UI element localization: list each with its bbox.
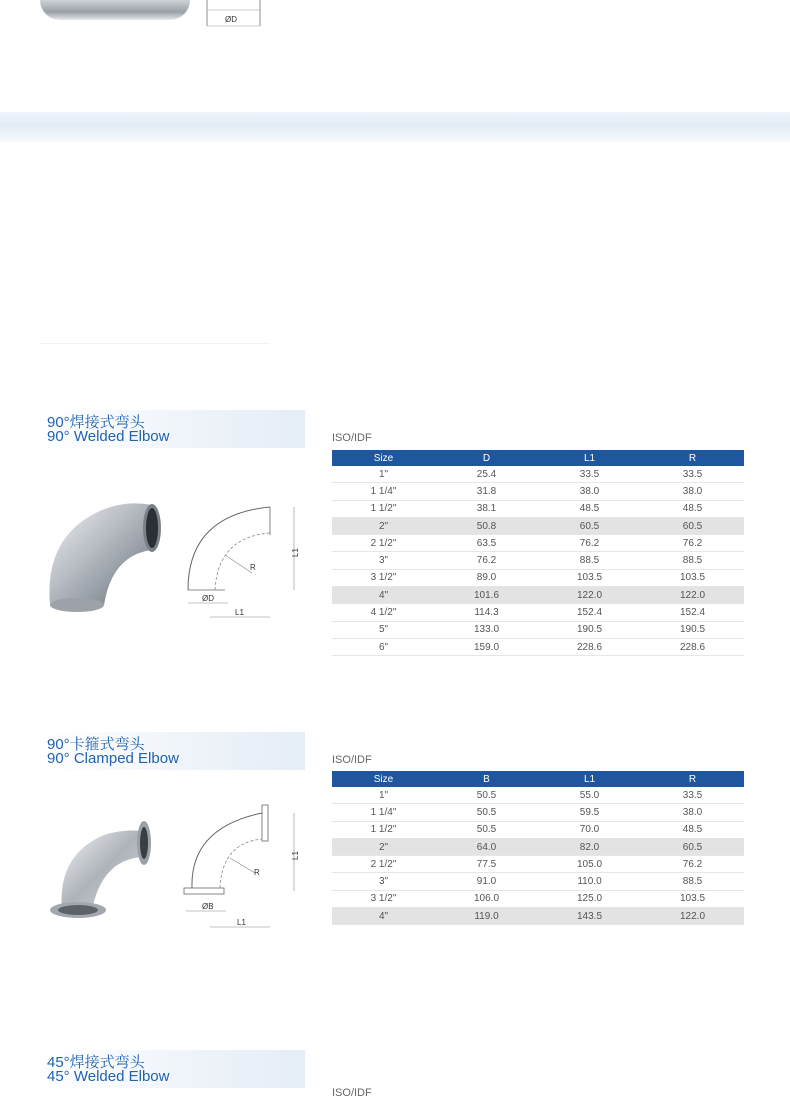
length-label: L1: [237, 918, 246, 927]
table-row: [332, 908, 744, 925]
length-label: L1: [235, 608, 244, 617]
height-label: L1: [291, 548, 300, 557]
section-header: [40, 410, 305, 448]
table-cell: 122.0: [641, 587, 744, 604]
table-cell: 88.5: [641, 873, 744, 890]
table-cell: 1 1/4": [332, 483, 435, 500]
table-cell: 60.5: [641, 838, 744, 855]
table-cell: 1 1/2": [332, 821, 435, 838]
table-cell: 76.2: [641, 535, 744, 552]
table-cell: 50.8: [435, 517, 538, 534]
standard-label: ISO/IDF: [332, 432, 372, 444]
table-cell: 38.0: [641, 804, 744, 821]
table-cell: 119.0: [435, 908, 538, 925]
table-cell: 3": [332, 552, 435, 569]
table-row: [332, 856, 744, 873]
section-title-en: 90° Welded Elbow: [47, 428, 170, 445]
table-cell: 33.5: [538, 466, 641, 483]
table-cell: 2": [332, 838, 435, 855]
table-cell: 152.4: [538, 604, 641, 621]
table-cell: 91.0: [435, 873, 538, 890]
col-header: Size: [332, 450, 435, 466]
table-cell: 82.0: [538, 838, 641, 855]
spec-table-clamped: [332, 771, 744, 925]
table-cell: 88.5: [538, 552, 641, 569]
section-title-cn: 90°卡箍式弯头: [47, 736, 145, 753]
table-row: [332, 517, 744, 534]
table-header-row: [332, 771, 744, 787]
table-cell: 190.5: [641, 621, 744, 638]
table-row: [332, 890, 744, 907]
technical-drawing-partial: [205, 0, 265, 30]
table-cell: 6": [332, 638, 435, 655]
standard-label: ISO/IDF: [332, 754, 372, 766]
table-row: [332, 500, 744, 517]
col-header: L1: [538, 450, 641, 466]
table-cell: 55.0: [538, 787, 641, 804]
table-cell: 105.0: [538, 856, 641, 873]
table-cell: 64.0: [435, 838, 538, 855]
table-cell: 1 1/2": [332, 500, 435, 517]
table-cell: 1": [332, 787, 435, 804]
table-row: [332, 787, 744, 804]
diameter-label: ØD: [202, 594, 214, 603]
col-header: R: [641, 771, 744, 787]
table-cell: 114.3: [435, 604, 538, 621]
welded-elbow-drawing: [180, 495, 315, 625]
table-cell: 88.5: [641, 552, 744, 569]
table-row: [332, 621, 744, 638]
table-cell: 1 1/4": [332, 804, 435, 821]
table-cell: 31.8: [435, 483, 538, 500]
table-cell: 122.0: [538, 587, 641, 604]
section-header: [40, 1050, 305, 1088]
section-title-en: 90° Clamped Elbow: [47, 750, 179, 767]
section-title-en: 45° Welded Elbow: [47, 1068, 170, 1085]
table-row: [332, 483, 744, 500]
table-cell: 76.2: [538, 535, 641, 552]
section-title-cn: 45°焊接式弯头: [47, 1054, 145, 1071]
table-cell: 50.5: [435, 804, 538, 821]
section-header: [40, 732, 305, 770]
clamped-elbow-photo: [42, 815, 162, 925]
table-cell: 70.0: [538, 821, 641, 838]
table-cell: 63.5: [435, 535, 538, 552]
table-cell: 190.5: [538, 621, 641, 638]
table-cell: 110.0: [538, 873, 641, 890]
table-cell: 50.5: [435, 821, 538, 838]
table-cell: 143.5: [538, 908, 641, 925]
table-cell: 60.5: [641, 517, 744, 534]
table-cell: 103.5: [538, 569, 641, 586]
table-cell: 89.0: [435, 569, 538, 586]
dimension-label: ØD: [225, 15, 237, 24]
table-cell: 60.5: [538, 517, 641, 534]
standard-label: ISO/IDF: [332, 1087, 372, 1099]
table-cell: 48.5: [641, 500, 744, 517]
table-cell: 228.6: [538, 638, 641, 655]
table-row: [332, 552, 744, 569]
col-header: Size: [332, 771, 435, 787]
height-label: L1: [291, 851, 300, 860]
table-cell: 3": [332, 873, 435, 890]
table-cell: 33.5: [641, 466, 744, 483]
section-title-cn: 90°焊接式弯头: [47, 414, 145, 431]
table-cell: 38.0: [641, 483, 744, 500]
table-header-row: [332, 450, 744, 466]
table-cell: 103.5: [641, 569, 744, 586]
divider-line: [40, 343, 270, 344]
section-divider-band: [0, 112, 790, 142]
clamped-elbow-drawing: [180, 803, 315, 933]
diameter-label: ØB: [202, 902, 214, 911]
table-cell: 77.5: [435, 856, 538, 873]
table-cell: 5": [332, 621, 435, 638]
table-cell: 228.6: [641, 638, 744, 655]
table-cell: 50.5: [435, 787, 538, 804]
table-cell: 101.6: [435, 587, 538, 604]
col-header: R: [641, 450, 744, 466]
table-cell: 38.1: [435, 500, 538, 517]
col-header: D: [435, 450, 538, 466]
table-cell: 59.5: [538, 804, 641, 821]
col-header: L1: [538, 771, 641, 787]
table-cell: 25.4: [435, 466, 538, 483]
table-cell: 4": [332, 587, 435, 604]
table-cell: 152.4: [641, 604, 744, 621]
table-row: [332, 604, 744, 621]
spec-table-welded: [332, 450, 744, 656]
table-cell: 133.0: [435, 621, 538, 638]
table-cell: 38.0: [538, 483, 641, 500]
table-cell: 48.5: [538, 500, 641, 517]
product-photo-partial: [40, 0, 190, 20]
table-row: [332, 569, 744, 586]
table-cell: 76.2: [435, 552, 538, 569]
table-row: [332, 804, 744, 821]
table-row: [332, 821, 744, 838]
table-row: [332, 535, 744, 552]
table-cell: 2 1/2": [332, 856, 435, 873]
col-header: B: [435, 771, 538, 787]
table-cell: 125.0: [538, 890, 641, 907]
table-row: [332, 466, 744, 483]
table-row: [332, 638, 744, 655]
table-cell: 122.0: [641, 908, 744, 925]
welded-elbow-photo: [42, 495, 167, 620]
table-cell: 3 1/2": [332, 569, 435, 586]
table-row: [332, 873, 744, 890]
table-row: [332, 587, 744, 604]
radius-label: R: [250, 563, 256, 572]
table-cell: 103.5: [641, 890, 744, 907]
table-cell: 1": [332, 466, 435, 483]
table-cell: 106.0: [435, 890, 538, 907]
table-cell: 4 1/2": [332, 604, 435, 621]
table-cell: 2": [332, 517, 435, 534]
table-cell: 48.5: [641, 821, 744, 838]
radius-label: R: [254, 868, 260, 877]
table-cell: 159.0: [435, 638, 538, 655]
table-cell: 2 1/2": [332, 535, 435, 552]
table-cell: 3 1/2": [332, 890, 435, 907]
table-cell: 4": [332, 908, 435, 925]
table-row: [332, 838, 744, 855]
table-cell: 33.5: [641, 787, 744, 804]
table-cell: 76.2: [641, 856, 744, 873]
